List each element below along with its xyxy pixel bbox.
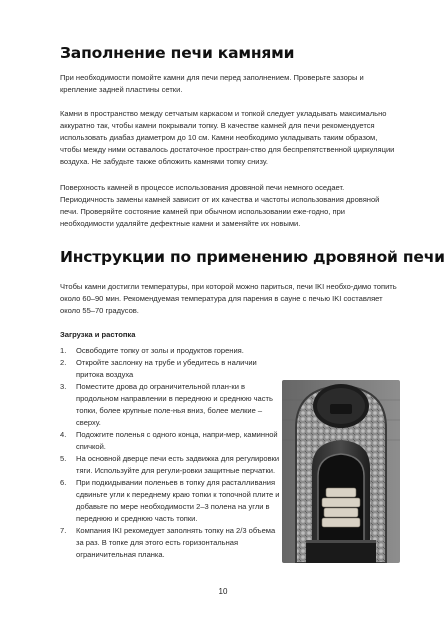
step-number: 1.	[60, 346, 67, 355]
page-number: 10	[218, 587, 228, 596]
list-item	[60, 345, 280, 357]
step-number: 2.	[60, 358, 67, 367]
list-item	[60, 453, 280, 477]
section-title-stone-filling: Заполнение печи камнями	[60, 44, 295, 62]
paragraph-stone-settling: Поверхность камней в процессе использования дровяной печи немного оседает. Периодичность замены камней зависит от их качества и частоты использования дровяной печи. Проверяйте состояние камней при обычном использовании еже-годно, при необходимости удаляйте дефектные камни и заменяйте их новыми.	[60, 183, 380, 228]
step-number: 5.	[60, 454, 67, 463]
stove-illustration	[282, 380, 400, 563]
step-text: На основной дверце печи есть задвижка для регулировки тяги. Используйте для регули-ровки защитные перчатки.	[76, 454, 280, 475]
step-number: 4.	[60, 430, 67, 439]
list-item	[60, 357, 280, 381]
list-item	[60, 381, 280, 429]
list-item	[60, 429, 280, 453]
list-item	[60, 477, 280, 525]
step-number: 7.	[60, 526, 67, 535]
step-text: Поместите дрова до ограничительной план-ки в продольном направлении в переднюю и среднюю часть топки, более крупные поле-нья вниз, более мелкие – сверху.	[76, 382, 273, 427]
subheading-loading-kindling: Загрузка и растопка	[60, 330, 136, 339]
step-text: При подкидывании поленьев в топку для расталливания сдвиньте угли к переднему краю топки к топочной плите и добавьте по мере необходимости 2–3 полена на угли в переднюю и среднюю часть топки.	[76, 478, 280, 523]
paragraph-wash-stones: При необходимости помойте камни для печи перед заполнением. Проверьте зазоры и крепление задней пластины сетки.	[60, 73, 364, 94]
paragraph-heating-intro: Чтобы камни достигли температуры, при которой можно париться, печи IKI необхо-димо топить около 60–90 мин. Рекомендуемая температура для парения в сауне с печью IKI составляет около 55–70 градусов.	[60, 282, 397, 315]
section-title-stove-instructions: Инструкции по применению дровяной печи	[60, 248, 445, 266]
step-text: Компания IKI рекомедует заполнять топку на 2/3 объема за раз. В топке для этого есть горизонтальная ограничительная планка.	[76, 526, 276, 559]
step-text: Откройте заслонку на трубе и убедитесь в наличии притока воздуха	[76, 358, 257, 379]
step-number: 6.	[60, 478, 67, 487]
step-text: Освободите топку от золы и продуктов горения.	[76, 346, 244, 355]
paragraph-stone-placement: Камни в пространство между сетчатым каркасом и топкой следует укладывать максимально аккуратно так, чтобы камни покрывали топку. В качестве камней для печи рекомендуется использовать диабаз диаметром до 10 см. Камни необходимо укладывать таким образом, чтобы между ними оставалось достаточное простран-ство для беспрепятственной циркуляции воздуха. Не забудьте также обложить камнями топку снизу.	[60, 109, 395, 166]
list-item	[60, 525, 280, 561]
stove-photo	[282, 380, 400, 563]
kindling-steps-list	[60, 345, 280, 561]
step-text: Подожгите поленья с одного конца, напри-мер, каминной спичкой.	[76, 430, 278, 451]
step-number: 3.	[60, 382, 67, 391]
